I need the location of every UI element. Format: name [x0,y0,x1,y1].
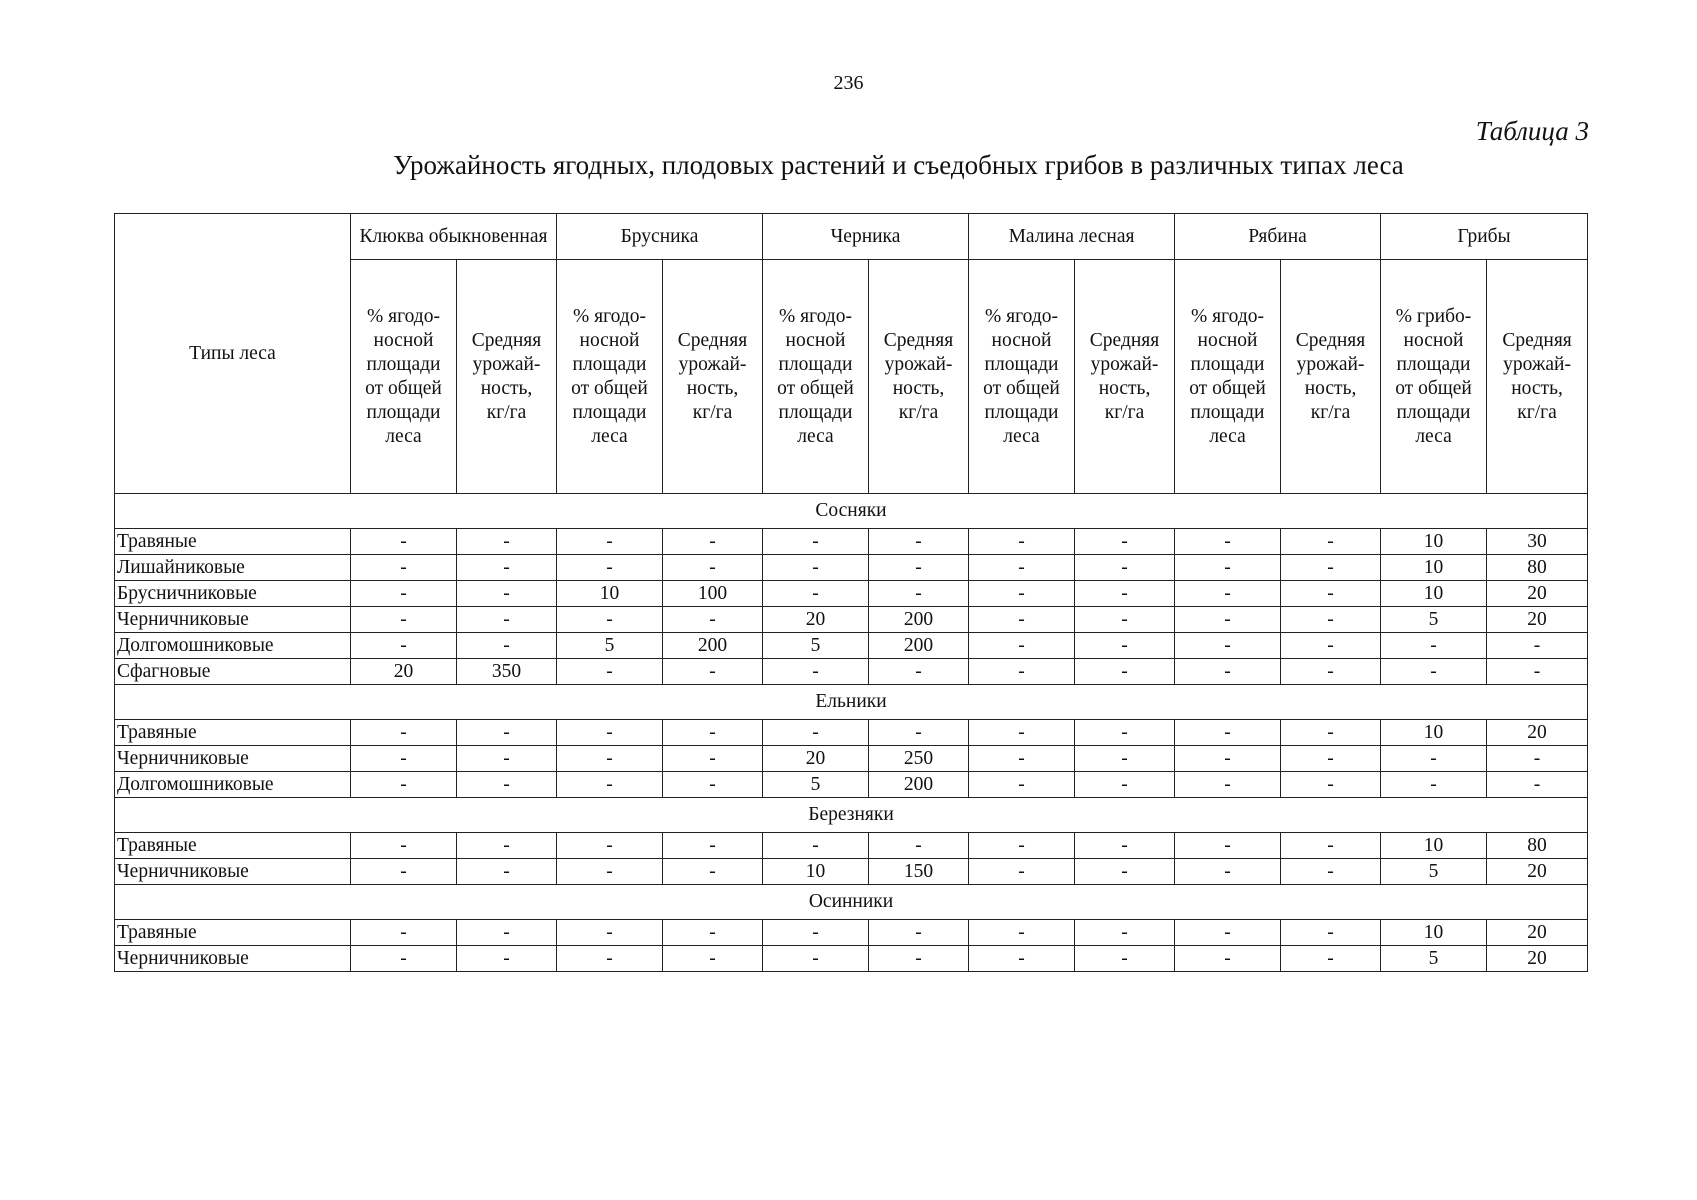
value-cell: - [1075,720,1175,746]
yield-table [114,213,1588,972]
value-cell: - [1487,659,1588,685]
value-cell: - [557,607,663,633]
value-cell: - [1281,772,1381,798]
section-row [115,798,1588,833]
value-cell: 100 [663,581,763,607]
table-row [115,633,1588,659]
value-cell: 80 [1487,555,1588,581]
subheader-area-share: % ягодо- носной площади от общей площади леса [969,260,1075,494]
value-cell: - [1075,659,1175,685]
subheader-area-share: % ягодо- носной площади от общей площади леса [763,260,869,494]
value-cell: - [969,659,1075,685]
value-cell: - [969,633,1075,659]
value-cell: - [663,607,763,633]
value-cell: 20 [1487,720,1588,746]
value-cell: - [351,607,457,633]
value-cell: 30 [1487,529,1588,555]
group-header-raspberry: Малина лесная [969,214,1175,260]
forest-type-cell: Травяные [115,920,351,946]
subheader-average-yield: Средняя урожай- ность, кг/га [457,260,557,494]
value-cell: 10 [1381,555,1487,581]
value-cell: - [1175,659,1281,685]
value-cell: - [763,920,869,946]
value-cell: - [351,633,457,659]
value-cell: - [557,555,663,581]
value-cell: - [557,659,663,685]
section-row [115,685,1588,720]
forest-type-cell: Долгомошниковые [115,633,351,659]
value-cell: - [557,720,663,746]
value-cell: - [457,633,557,659]
value-cell: - [869,833,969,859]
value-cell: - [1175,529,1281,555]
value-cell: - [1281,859,1381,885]
value-cell: 200 [869,607,969,633]
value-cell: - [663,946,763,972]
value-cell: - [1075,607,1175,633]
value-cell: 20 [1487,946,1588,972]
value-cell: - [1381,659,1487,685]
value-cell: - [663,529,763,555]
value-cell: - [1175,720,1281,746]
value-cell: - [457,946,557,972]
section-title: Ельники [115,685,1588,720]
forest-type-cell: Травяные [115,529,351,555]
forest-type-cell: Черничниковые [115,746,351,772]
value-cell: 80 [1487,833,1588,859]
table-row [115,529,1588,555]
table-row [115,581,1588,607]
value-cell: 200 [663,633,763,659]
value-cell: - [969,946,1075,972]
forest-type-cell: Черничниковые [115,946,351,972]
value-cell: - [969,833,1075,859]
subheader-average-yield: Средняя урожай- ность, кг/га [1075,260,1175,494]
value-cell: 5 [1381,607,1487,633]
value-cell: 10 [1381,920,1487,946]
value-cell: - [557,946,663,972]
value-cell: 10 [1381,833,1487,859]
value-cell: - [663,659,763,685]
value-cell: - [969,920,1075,946]
value-cell: - [351,555,457,581]
value-cell: - [457,920,557,946]
value-cell: - [663,746,763,772]
value-cell: - [351,833,457,859]
value-cell: - [763,529,869,555]
value-cell: 5 [763,772,869,798]
value-cell: - [969,581,1075,607]
value-cell: - [663,555,763,581]
value-cell: 20 [1487,581,1588,607]
forest-type-cell: Травяные [115,833,351,859]
value-cell: - [557,859,663,885]
value-cell: 5 [1381,946,1487,972]
section-title: Осинники [115,885,1588,920]
table-label: Таблица 3 [1475,116,1589,146]
forest-type-cell: Лишайниковые [115,555,351,581]
value-cell: - [663,833,763,859]
value-cell: - [969,555,1075,581]
group-header-lingonberry: Брусника [557,214,763,260]
value-cell: - [763,720,869,746]
value-cell: - [1381,746,1487,772]
forest-type-cell: Травяные [115,720,351,746]
section-title: Сосняки [115,494,1588,529]
value-cell: 5 [1381,859,1487,885]
table-row [115,746,1588,772]
value-cell: - [351,946,457,972]
value-cell: - [1075,920,1175,946]
value-cell: - [869,720,969,746]
subheader-area-share: % ягодо- носной площади от общей площади леса [1175,260,1281,494]
value-cell: - [1487,746,1588,772]
table-row [115,659,1588,685]
value-cell: - [557,772,663,798]
value-cell: - [1175,946,1281,972]
value-cell: - [457,720,557,746]
value-cell: - [351,772,457,798]
value-cell: - [663,772,763,798]
value-cell: - [1281,833,1381,859]
subheader-average-yield: Средняя урожай- ность, кг/га [1281,260,1381,494]
value-cell: - [763,833,869,859]
value-cell: - [457,607,557,633]
value-cell: - [869,555,969,581]
value-cell: - [663,859,763,885]
value-cell: - [1281,920,1381,946]
value-cell: 5 [763,633,869,659]
value-cell: - [1175,920,1281,946]
value-cell: 10 [557,581,663,607]
table-body [115,494,1588,972]
value-cell: - [1175,555,1281,581]
value-cell: - [1075,529,1175,555]
value-cell: - [1281,720,1381,746]
forest-type-cell: Черничниковые [115,859,351,885]
table-row [115,720,1588,746]
section-row [115,494,1588,529]
value-cell: - [869,529,969,555]
value-cell: - [763,946,869,972]
subheader-area-share: % ягодо- носной площади от общей площади леса [557,260,663,494]
value-cell: - [763,581,869,607]
value-cell: 10 [1381,529,1487,555]
value-cell: - [969,746,1075,772]
value-cell: - [969,859,1075,885]
value-cell: 5 [557,633,663,659]
value-cell: - [1281,746,1381,772]
value-cell: - [869,946,969,972]
value-cell: - [1487,772,1588,798]
value-cell: - [1175,772,1281,798]
group-header-rowan: Рябина [1175,214,1381,260]
value-cell: - [1075,772,1175,798]
forest-type-cell: Черничниковые [115,607,351,633]
value-cell: - [1175,607,1281,633]
forest-type-cell: Сфагновые [115,659,351,685]
value-cell: - [351,581,457,607]
page-number: 236 [833,72,864,94]
value-cell: - [763,555,869,581]
table-row [115,833,1588,859]
value-cell: - [351,859,457,885]
value-cell: 250 [869,746,969,772]
table-row [115,555,1588,581]
subheader-average-yield: Средняя урожай- ность, кг/га [1487,260,1588,494]
value-cell: - [351,720,457,746]
value-cell: 200 [869,772,969,798]
value-cell: - [869,659,969,685]
group-header-cranberry: Клюква обыкновенная [351,214,557,260]
table-row [115,920,1588,946]
value-cell: - [351,529,457,555]
value-cell: - [969,772,1075,798]
value-cell: - [1075,946,1175,972]
forest-type-cell: Долгомошниковые [115,772,351,798]
value-cell: - [1381,633,1487,659]
value-cell: - [1281,659,1381,685]
value-cell: - [1075,833,1175,859]
value-cell: 20 [1487,859,1588,885]
value-cell: 20 [351,659,457,685]
value-cell: - [1281,607,1381,633]
value-cell: 350 [457,659,557,685]
value-cell: - [457,581,557,607]
table-row [115,772,1588,798]
value-cell: 200 [869,633,969,659]
value-cell: - [457,833,557,859]
value-cell: - [1075,633,1175,659]
value-cell: - [969,720,1075,746]
forest-type-cell: Брусничниковые [115,581,351,607]
value-cell: - [1381,772,1487,798]
table-row [115,859,1588,885]
value-cell: - [969,607,1075,633]
value-cell: 10 [1381,720,1487,746]
table-title: Урожайность ягодных, плодовых растений и съедобных грибов в различных типах леса [393,150,1404,180]
value-cell: - [457,529,557,555]
value-cell: - [869,581,969,607]
value-cell: - [1075,859,1175,885]
value-cell: - [1075,555,1175,581]
value-cell: - [457,555,557,581]
value-cell: - [1075,746,1175,772]
section-row [115,885,1588,920]
value-cell: - [1175,746,1281,772]
forest-type-header: Типы леса [115,214,351,494]
subheader-area-share: % ягодо- носной площади от общей площади леса [351,260,457,494]
value-cell: - [557,746,663,772]
group-header-blueberry: Черника [763,214,969,260]
value-cell: - [763,659,869,685]
value-cell: - [1075,581,1175,607]
value-cell: - [869,920,969,946]
value-cell: - [1175,581,1281,607]
value-cell: 20 [1487,607,1588,633]
value-cell: - [1281,581,1381,607]
value-cell: - [351,920,457,946]
value-cell: 20 [763,746,869,772]
value-cell: 20 [1487,920,1588,946]
value-cell: - [1281,529,1381,555]
value-cell: - [557,529,663,555]
table-row [115,607,1588,633]
value-cell: - [457,746,557,772]
table-header [115,214,1588,494]
value-cell: 150 [869,859,969,885]
value-cell: - [969,529,1075,555]
value-cell: - [1281,555,1381,581]
value-cell: - [557,920,663,946]
value-cell: - [1281,946,1381,972]
value-cell: - [663,720,763,746]
subheader-area-share: % грибо- носной площади от общей площади леса [1381,260,1487,494]
section-title: Березняки [115,798,1588,833]
value-cell: 10 [1381,581,1487,607]
value-cell: 10 [763,859,869,885]
value-cell: - [1175,859,1281,885]
subheader-average-yield: Средняя урожай- ность, кг/га [869,260,969,494]
value-cell: - [557,833,663,859]
subheader-average-yield: Средняя урожай- ность, кг/га [663,260,763,494]
group-header-mushrooms: Грибы [1381,214,1588,260]
value-cell: - [457,859,557,885]
value-cell: - [351,746,457,772]
value-cell: - [1281,633,1381,659]
value-cell: - [1175,833,1281,859]
value-cell: - [1175,633,1281,659]
value-cell: - [663,920,763,946]
value-cell: - [1487,633,1588,659]
value-cell: - [457,772,557,798]
value-cell: 20 [763,607,869,633]
table-row [115,946,1588,972]
